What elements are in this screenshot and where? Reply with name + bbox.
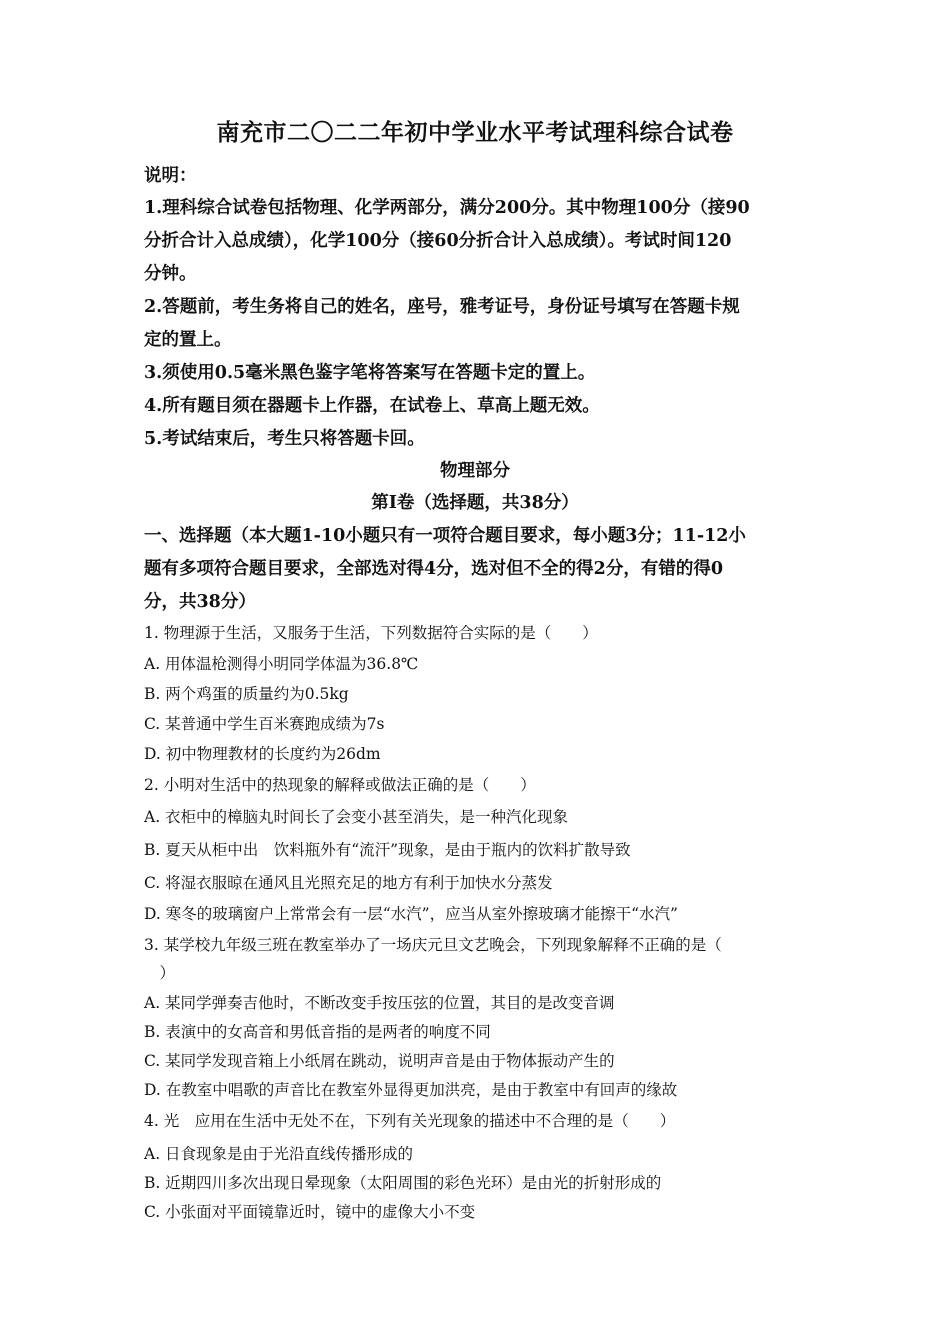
note-5: 5.考试结束后，考生只将答题卡回。 — [144, 429, 425, 449]
note-2-line-1: 2.答题前，考生务将自己的姓名，座号，雅考证号，身份证号填写在答题卡规 — [144, 297, 740, 317]
section-heading-line-3: 分，共38分） — [144, 592, 256, 612]
q2-option-c: C. 将湿衣服晾在通风且光照充足的地方有利于加快水分蒸发 — [144, 874, 553, 892]
q4-option-c: C. 小张面对平面镜靠近时，镜中的虚像大小不变 — [144, 1203, 476, 1221]
q4-option-b: B. 近期四川多次出现日晕现象（太阳周围的彩色光环）是由光的折射形成的 — [144, 1174, 662, 1192]
notes-heading: 说明： — [144, 166, 197, 186]
q2-stem: 2. 小明对生活中的热现象的解释或做法正确的是（ ） — [144, 776, 536, 794]
q3-option-c: C. 某同学发现音箱上小纸屑在跳动，说明声音是由于物体振动产生的 — [144, 1052, 615, 1070]
q1-option-a: A. 用体温枪测得小明同学体温为36.8℃ — [144, 655, 419, 673]
q2-option-d: D. 寒冬的玻璃窗户上常常会有一层“水汽”，应当从室外擦玻璃才能擦干“水汽” — [144, 905, 678, 923]
note-1-line-2: 分折合计入总成绩），化学100分（接60分折合计入总成绩）。考试时间120 — [144, 231, 732, 251]
q4-stem: 4. 光 应用在生活中无处不在，下列有关光现象的描述中不合理的是（ ） — [144, 1112, 676, 1130]
part-heading: 物理部分 — [440, 461, 510, 481]
q3-stem-line-1: 3. 某学校九年级三班在教室举办了一场庆元旦文艺晚会，下列现象解释不正确的是（ — [144, 936, 722, 954]
volume-heading: 第Ⅰ卷（选择题，共38分） — [371, 493, 579, 513]
section-heading-line-1: 一、选择题（本大题1-10小题只有一项符合题目要求，每小题3分；11-12小 — [144, 526, 746, 546]
note-3: 3.须使用0.5毫米黑色鉴字笔将答案写在答题卡定的置上。 — [144, 363, 596, 383]
exam-title: 南充市二〇二二年初中学业水平考试理科综合试卷 — [216, 119, 734, 146]
q3-option-a: A. 某同学弹奏吉他时，不断改变手按压弦的位置，其目的是改变音调 — [144, 994, 615, 1012]
q2-option-b: B. 夏天从柜中出 饮料瓶外有“流汗”现象，是由于瓶内的饮料扩散导致 — [144, 841, 631, 859]
note-2-line-2: 定的置上。 — [144, 330, 232, 350]
q1-option-c: C. 某普通中学生百米赛跑成绩为7s — [144, 715, 385, 733]
note-1-line-3: 分钟。 — [144, 264, 197, 284]
note-1-line-1: 1.理科综合试卷包括物理、化学两部分，满分200分。其中物理100分（接90 — [144, 198, 750, 218]
q3-stem-line-2: ） — [144, 964, 176, 982]
q3-option-b: B. 表演中的女高音和男低音指的是两者的响度不同 — [144, 1023, 491, 1041]
q2-option-a: A. 衣柜中的樟脑丸时间长了会变小甚至消失，是一种汽化现象 — [144, 808, 569, 826]
q3-option-d: D. 在教室中唱歌的声音比在教室外显得更加洪亮，是由于教室中有回声的缘故 — [144, 1081, 678, 1099]
q1-option-b: B. 两个鸡蛋的质量约为0.5kg — [144, 685, 349, 703]
q4-option-a: A. 日食现象是由于光沿直线传播形成的 — [144, 1145, 414, 1163]
note-4: 4.所有题目须在器题卡上作器，在试卷上、草高上题无效。 — [144, 396, 600, 416]
section-heading-line-2: 题有多项符合题目要求，全部选对得4分，选对但不全的得2分，有错的得0 — [144, 559, 724, 579]
q1-stem: 1. 物理源于生活，又服务于生活，下列数据符合实际的是（ ） — [144, 624, 598, 642]
q1-option-d: D. 初中物理教材的长度约为26dm — [144, 745, 381, 763]
